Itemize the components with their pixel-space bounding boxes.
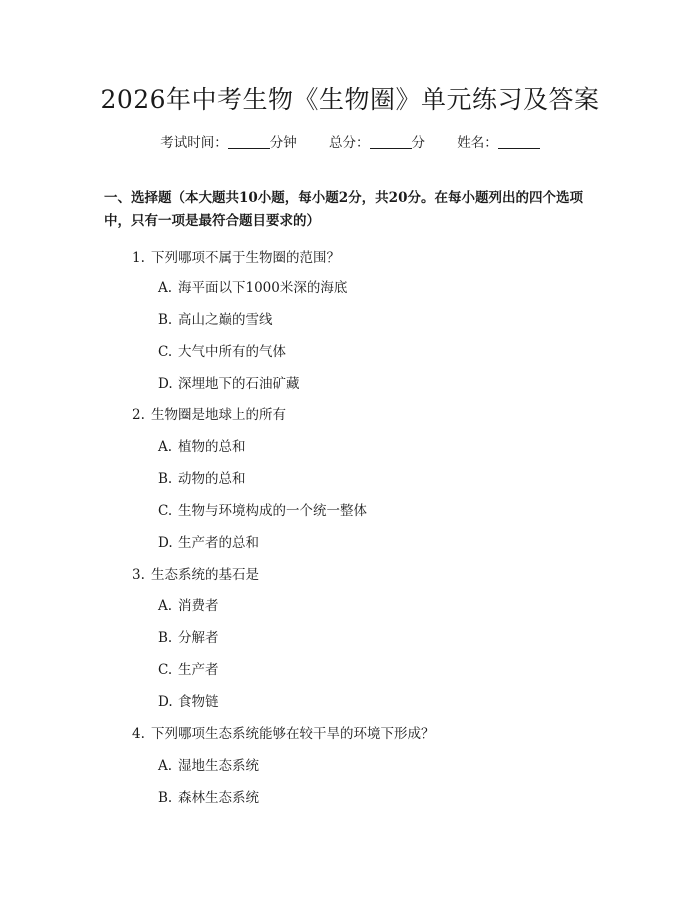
question-1-option-c [158, 340, 286, 360]
option-letter: A. [158, 280, 173, 296]
total-score-blank[interactable] [370, 134, 412, 149]
question-3-option-a [158, 594, 219, 614]
question-1 [132, 246, 340, 266]
option-letter: A. [158, 758, 173, 774]
question-2-option-d [158, 531, 259, 551]
option-letter: C. [158, 662, 173, 678]
option-letter: B. [158, 790, 173, 806]
option-text: 食物链 [178, 694, 219, 710]
option-letter: B. [158, 630, 173, 646]
question-4 [132, 722, 435, 742]
page-title: 2026年中考生物《生物圈》单元练习及答案 [100, 85, 600, 114]
question-number: 1. [132, 250, 145, 266]
option-letter: A. [158, 439, 173, 455]
option-text: 湿地生态系统 [178, 758, 259, 774]
option-text: 生产者 [178, 662, 219, 678]
option-letter: D. [158, 694, 173, 710]
option-letter: B. [158, 312, 173, 328]
student-name-label: 姓名： [457, 135, 498, 151]
question-3-option-d [158, 690, 219, 710]
option-text: 海平面以下1000米深的海底 [178, 280, 348, 296]
question-number: 3. [132, 567, 145, 583]
question-1-option-d [158, 372, 300, 392]
option-text: 高山之巅的雪线 [178, 312, 273, 328]
option-letter: C. [158, 503, 173, 519]
total-score-field [329, 131, 425, 151]
option-text: 深埋地下的石油矿藏 [178, 376, 300, 392]
question-text: 生物圈是地球上的所有 [151, 407, 286, 423]
question-3 [132, 563, 259, 583]
option-text: 大气中所有的气体 [178, 344, 286, 360]
question-2-option-c [158, 499, 367, 519]
total-score-label: 总分： [329, 135, 370, 151]
option-text: 动物的总和 [178, 471, 246, 487]
student-name-blank[interactable] [498, 134, 540, 149]
question-text: 生态系统的基石是 [151, 567, 259, 583]
option-text: 森林生态系统 [178, 790, 259, 806]
option-letter: B. [158, 471, 173, 487]
exam-time-blank[interactable] [228, 134, 270, 149]
option-text: 生产者的总和 [178, 535, 259, 551]
option-letter: C. [158, 344, 173, 360]
option-text: 分解者 [178, 630, 219, 646]
student-name-field [457, 131, 540, 151]
option-letter: A. [158, 598, 173, 614]
question-1-option-b [158, 308, 273, 328]
question-text: 下列哪项生态系统能够在较干旱的环境下形成？ [151, 726, 435, 742]
question-1-option-a [158, 276, 347, 296]
question-2 [132, 403, 286, 423]
option-letter: D. [158, 376, 173, 392]
option-text: 消费者 [178, 598, 219, 614]
question-3-option-c [158, 658, 219, 678]
exam-time-unit: 分钟 [269, 135, 297, 151]
question-3-option-b [158, 626, 219, 646]
question-number: 2. [132, 407, 145, 423]
question-4-option-b [158, 786, 259, 806]
exam-time-label: 考试时间： [160, 135, 228, 151]
exam-time-field [160, 131, 297, 151]
option-text: 植物的总和 [178, 439, 246, 455]
exam-info-line [0, 131, 700, 151]
question-4-option-a [158, 754, 259, 774]
question-2-option-a [158, 435, 246, 455]
question-2-option-b [158, 467, 246, 487]
option-text: 生物与环境构成的一个统一整体 [178, 503, 367, 519]
question-number: 4. [132, 726, 145, 742]
option-letter: D. [158, 535, 173, 551]
question-text: 下列哪项不属于生物圈的范围？ [151, 250, 340, 266]
section-heading: 一、选择题（本大题共10小题，每小题2分，共20分。在每小题列出的四个选项中，只有一项是最符合题目要求的） [104, 190, 583, 229]
total-score-unit: 分 [411, 135, 425, 151]
